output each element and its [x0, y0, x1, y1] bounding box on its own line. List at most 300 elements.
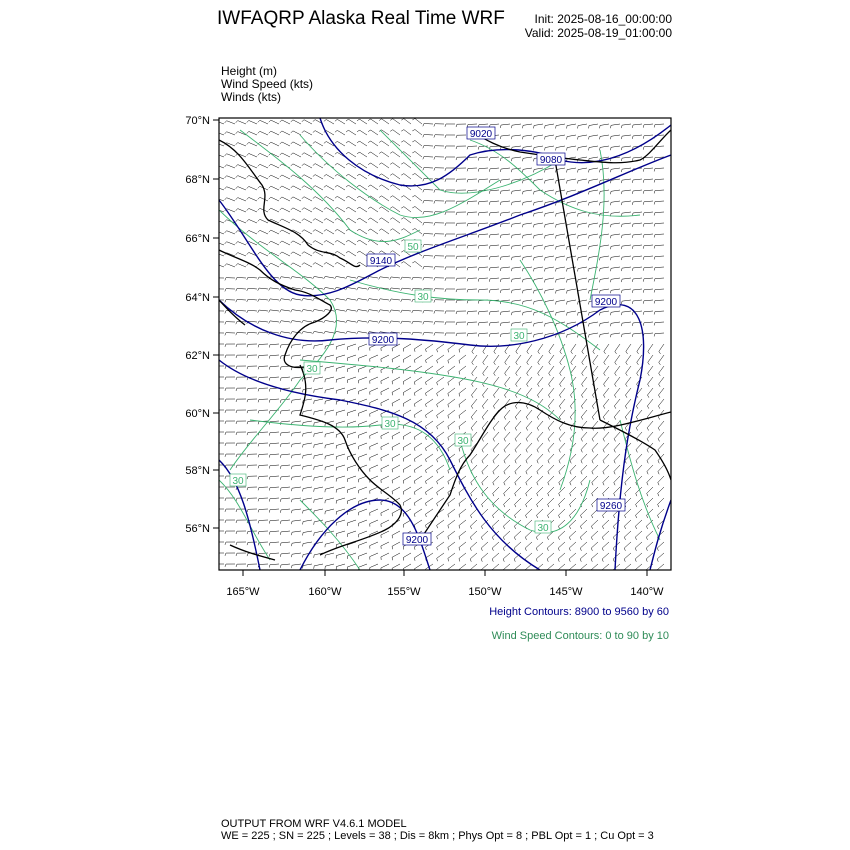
wind-barb-flag: [434, 146, 435, 149]
wind-barb: [326, 218, 334, 223]
wind-barb-flag: [547, 559, 548, 562]
wind-barb: [644, 212, 653, 213]
wind-barb-flag: [643, 202, 644, 205]
wind-barb-flag: [592, 395, 594, 398]
wind-barb-flag: [493, 493, 494, 496]
wind-barb: [415, 129, 422, 135]
wind-barb: [304, 197, 312, 201]
wind-barb: [523, 311, 532, 312]
wind-barb-flag: [412, 173, 415, 175]
wind-barb-flag: [324, 276, 326, 279]
wind-barb-flag: [434, 289, 435, 292]
wind-barb: [426, 410, 433, 415]
wind-barb-flag: [505, 351, 507, 353]
wind-barb: [359, 185, 367, 190]
wind-barb-flag: [403, 371, 404, 374]
wind-barb: [558, 520, 565, 526]
wind-barb: [657, 553, 664, 559]
wind-barb-flag: [621, 268, 622, 271]
wind-barb: [538, 355, 543, 362]
wind-barb: [622, 234, 631, 235]
wind-barb: [644, 278, 653, 279]
wind-barb: [359, 564, 367, 567]
wind-barb-flag: [247, 186, 249, 188]
wind-barb: [359, 355, 367, 358]
wind-barb: [512, 146, 521, 147]
wind-barb-flag: [357, 240, 359, 242]
wind-barb-flag: [643, 323, 644, 326]
wind-barb: [483, 366, 488, 373]
wind-barb: [589, 234, 598, 235]
wind-barb-flag: [456, 267, 457, 270]
wind-barb-flag: [280, 208, 282, 210]
wind-barb-flag: [335, 229, 337, 231]
wind-barb: [490, 190, 499, 191]
wind-barb-flag: [643, 125, 644, 128]
wind-barb: [292, 498, 301, 499]
wind-barb-flag: [483, 351, 485, 353]
wind-barb-flag: [545, 269, 546, 272]
wind-barb-flag: [280, 543, 281, 546]
wind-barb: [259, 310, 268, 311]
wind-barb-flag: [471, 461, 472, 464]
wind-barb-flag: [534, 235, 535, 238]
wind-barb-flag: [214, 487, 215, 490]
wind-barb-flag: [570, 504, 571, 507]
wind-barb: [270, 421, 279, 422]
wind-barb-flag: [302, 175, 304, 177]
wind-barb: [358, 332, 367, 333]
wind-barb: [281, 299, 290, 300]
wind-barb: [359, 130, 367, 135]
wind-barb: [635, 564, 642, 570]
wind-barb: [633, 135, 642, 136]
wind-barb-flag: [548, 472, 549, 475]
wind-barb-flag: [471, 515, 472, 518]
wind-barb-flag: [467, 289, 468, 292]
wind-barb: [392, 355, 400, 359]
wind-barb-flag: [657, 526, 658, 529]
wind-barb: [611, 135, 620, 136]
wind-barb: [325, 509, 334, 511]
wind-barb: [567, 322, 576, 324]
wind-barb: [548, 454, 554, 461]
lat-tick-label: 60°N: [185, 408, 210, 420]
wind-barb-flag: [214, 311, 215, 314]
wind-barb-flag: [214, 388, 215, 391]
wind-barb: [238, 264, 246, 267]
wind-barb: [393, 130, 400, 135]
wind-barb: [303, 344, 312, 346]
wind-barb: [514, 542, 521, 548]
wind-barb-flag: [412, 151, 415, 153]
wind-barb-flag: [637, 373, 639, 376]
wind-barb: [622, 168, 631, 169]
wind-barb: [636, 454, 642, 461]
wind-barb-flag: [445, 201, 446, 204]
wind-barb-flag: [478, 323, 479, 326]
wind-barb-flag: [214, 220, 216, 222]
wind-barb-flag: [302, 219, 304, 221]
wind-barb-flag: [280, 521, 281, 524]
wind-barb-flag: [500, 290, 501, 293]
wind-barb: [556, 289, 565, 291]
wind-barb-flag: [658, 483, 659, 486]
wind-barb: [259, 299, 268, 300]
wind-barb: [624, 564, 631, 570]
wind-barb-flag: [514, 548, 515, 551]
wind-barb: [259, 332, 268, 333]
wind-barb: [644, 289, 653, 290]
wind-barb: [558, 564, 565, 570]
wind-barb-flag: [592, 461, 593, 464]
lon-tick-label: 140°W: [630, 586, 664, 598]
lat-tick-label: 58°N: [185, 465, 210, 477]
wind-barb-flag: [599, 169, 600, 172]
wind-barb-flag: [247, 208, 249, 210]
wind-speed-contour-label: 30: [232, 476, 244, 487]
wind-barb: [437, 355, 444, 360]
wind-barb: [613, 564, 620, 570]
wind-barb-flag: [437, 448, 438, 451]
wind-barb-flag: [448, 415, 449, 418]
wind-barb-flag: [489, 235, 490, 238]
wind-barb: [659, 366, 664, 373]
wind-barb-flag: [511, 202, 512, 205]
wind-barb-flag: [482, 461, 483, 464]
wind-barb-flag: [247, 399, 248, 402]
wind-barb-flag: [269, 455, 270, 458]
wind-barb: [271, 142, 279, 146]
wind-barb-flag: [654, 125, 655, 128]
wind-barb: [314, 410, 323, 412]
wind-barb-flag: [500, 246, 501, 249]
wind-barb: [622, 267, 631, 268]
wind-barb-flag: [291, 164, 293, 166]
wind-barb-flag: [635, 548, 636, 551]
wind-barb-flag: [236, 355, 237, 358]
wind-barb: [636, 432, 642, 439]
wind-barb-flag: [654, 268, 655, 271]
wind-barb: [337, 141, 345, 146]
wind-barb: [448, 553, 455, 558]
wind-barb: [216, 154, 224, 157]
wind-barb: [459, 564, 466, 570]
wind-barb-flag: [236, 299, 237, 302]
wind-barb: [556, 267, 565, 269]
wind-barb-flag: [335, 130, 337, 132]
wind-barb: [292, 377, 301, 378]
wind-barb: [382, 207, 389, 212]
wind-barb-flag: [636, 417, 637, 420]
wind-barb: [567, 300, 576, 302]
wind-barb-flag: [258, 520, 259, 523]
wind-barb-flag: [636, 450, 637, 453]
height-contour-label: 9020: [469, 129, 493, 140]
wind-barb-flag: [515, 428, 516, 431]
wind-barb: [481, 553, 488, 559]
wind-barb-flag: [556, 258, 557, 261]
wind-barb: [647, 454, 653, 461]
wind-barb: [315, 263, 323, 267]
wind-barb: [655, 179, 664, 180]
wind-barb: [501, 135, 510, 136]
wind-barb-flag: [467, 311, 468, 314]
wind-barb: [216, 132, 224, 135]
wind-barb-flag: [324, 309, 326, 312]
wind-barb-flag: [423, 168, 424, 171]
wind-barb: [414, 377, 422, 382]
wind-barb: [326, 240, 334, 245]
wind-barb: [526, 498, 532, 504]
wind-barb: [611, 322, 620, 323]
wind-barb-flag: [559, 493, 560, 496]
wind-barb: [281, 277, 290, 278]
wind-barb-flag: [526, 406, 528, 409]
wind-barb-flag: [214, 344, 215, 347]
wind-barb-flag: [258, 388, 259, 391]
wind-barb-flag: [346, 309, 348, 312]
wind-barb: [325, 553, 334, 555]
wind-barb: [404, 196, 411, 201]
wind-barb: [637, 344, 642, 351]
wind-barb-flag: [291, 521, 292, 524]
wind-barb: [281, 332, 290, 333]
wind-barb: [381, 432, 389, 436]
wind-barb: [636, 443, 642, 450]
wind-barb: [611, 289, 620, 290]
wind-barb-flag: [280, 378, 281, 381]
wind-barb-flag: [621, 334, 622, 337]
wind-barb-flag: [504, 515, 505, 518]
wind-barb: [493, 388, 499, 395]
wind-barb: [547, 553, 554, 559]
wind-barb: [260, 219, 268, 223]
wind-barb-flag: [456, 168, 457, 171]
wind-barb-flag: [280, 367, 281, 370]
wind-barb: [589, 289, 598, 290]
wind-barb: [391, 321, 400, 322]
wind-barb: [227, 176, 235, 179]
wind-barb: [314, 454, 323, 456]
wind-barb: [591, 542, 598, 548]
wind-barb-flag: [280, 345, 281, 348]
wind-barb-flag: [580, 559, 581, 562]
wind-barb: [282, 120, 290, 124]
wind-barb: [592, 443, 598, 450]
wind-barb-flag: [505, 384, 507, 387]
wind-barb-flag: [615, 362, 617, 365]
wind-barb-flag: [368, 310, 369, 313]
wind-barb-flag: [654, 312, 655, 315]
wind-barb-flag: [511, 158, 512, 161]
wind-barb: [336, 465, 345, 468]
wind-barb-flag: [437, 404, 438, 407]
wind-barb: [403, 344, 411, 349]
wind-barb: [282, 241, 290, 245]
wind-barb-flag: [503, 526, 504, 529]
wind-barb: [293, 164, 301, 168]
wind-barb: [281, 553, 290, 554]
wind-barb: [516, 355, 521, 362]
wind-barb: [404, 163, 411, 168]
wind-barb: [471, 421, 477, 428]
wind-barb: [359, 344, 367, 347]
wind-barb: [655, 201, 664, 202]
wind-barb: [403, 553, 411, 558]
wind-barb: [381, 454, 389, 458]
wind-barb-flag: [494, 362, 496, 365]
wind-barb: [448, 421, 455, 426]
wind-barb: [523, 168, 532, 169]
wind-barb: [437, 388, 444, 393]
wind-barb: [426, 509, 433, 514]
wind-barb: [603, 410, 609, 417]
wind-barb: [483, 355, 488, 362]
wind-barb: [615, 377, 620, 384]
wind-barb-flag: [225, 264, 227, 266]
wind-barb: [249, 208, 257, 212]
wind-barb-flag: [654, 301, 655, 304]
wind-barb: [611, 234, 620, 235]
wind-barb-flag: [390, 207, 393, 209]
wind-barb-flag: [624, 559, 625, 562]
wind-barb-flag: [269, 120, 271, 122]
wind-barb-flag: [357, 332, 359, 335]
wind-barb-flag: [236, 421, 237, 424]
wind-barb-flag: [536, 537, 537, 540]
wind-barb-flag: [423, 135, 424, 138]
legend-height: Height (m): [221, 64, 278, 78]
wind-barb-flag: [357, 163, 359, 165]
wind-barb: [603, 399, 609, 406]
wind-barb: [515, 432, 521, 439]
wind-barb-flag: [632, 246, 633, 249]
wind-barb-flag: [401, 130, 404, 132]
wind-barb-flag: [621, 147, 622, 150]
wind-barb-flag: [346, 229, 348, 231]
wind-barb: [304, 120, 312, 124]
wind-barb: [415, 217, 422, 223]
wind-barb-flag: [390, 229, 393, 231]
wind-barb-flag: [511, 235, 512, 238]
wind-barb: [611, 212, 620, 213]
wind-barb: [325, 476, 334, 478]
wind-barb-flag: [478, 213, 479, 216]
wind-barb: [448, 344, 455, 349]
wind-barb-flag: [434, 168, 435, 171]
wind-barb-flag: [313, 175, 315, 177]
wind-barb: [479, 322, 488, 323]
wind-barb-flag: [522, 312, 523, 315]
wind-barb-flag: [537, 483, 538, 486]
wind-barb-flag: [258, 509, 259, 512]
wind-barb-flag: [445, 256, 446, 259]
wind-barb: [337, 207, 345, 212]
wind-barb-flag: [280, 230, 282, 232]
wind-barb: [471, 432, 477, 439]
wind-barb-flag: [545, 137, 546, 140]
wind-barb-flag: [511, 246, 512, 249]
wind-barb: [359, 443, 367, 446]
wind-barb-flag: [269, 510, 270, 513]
wind-barb: [370, 465, 378, 469]
wind-barb-flag: [313, 120, 315, 122]
wind-barb-flag: [643, 301, 644, 304]
wind-barb-flag: [258, 197, 260, 199]
wind-barb-flag: [636, 461, 637, 464]
wind-barb-flag: [578, 148, 579, 151]
wind-barb-flag: [445, 124, 446, 127]
wind-barb-flag: [522, 169, 523, 172]
wind-barb: [592, 465, 598, 472]
wind-barb: [558, 531, 565, 537]
wind-barb: [448, 355, 455, 360]
wind-barb: [611, 311, 620, 312]
wind-barb-flag: [534, 136, 535, 139]
wind-barb-flag: [459, 361, 460, 364]
wind-barb-flag: [537, 493, 538, 496]
wind-barb-flag: [613, 559, 614, 562]
wind-barb-flag: [324, 262, 326, 264]
wind-barb-flag: [401, 310, 402, 313]
wind-barb-flag: [500, 334, 501, 337]
wind-barb-flag: [603, 472, 604, 475]
wind-barb-flag: [483, 373, 485, 376]
wind-barb-flag: [390, 163, 393, 165]
wind-barb-flag: [559, 472, 560, 475]
wind-barb: [600, 256, 609, 257]
wind-barb-flag: [258, 410, 259, 413]
wind-barb: [403, 487, 411, 492]
wind-barb-flag: [592, 439, 593, 442]
wind-barb: [271, 131, 279, 135]
wind-barb: [392, 553, 400, 557]
wind-barb: [570, 443, 576, 450]
wind-barb-flag: [258, 186, 260, 188]
wind-barb-flag: [654, 279, 655, 282]
wind-barb: [493, 443, 499, 450]
wind-barb-flag: [258, 355, 259, 358]
wind-barb-flag: [214, 553, 215, 556]
wind-barb: [314, 377, 323, 379]
wind-barb: [580, 520, 587, 526]
wind-barb-flag: [302, 153, 304, 155]
wind-barb-flag: [589, 257, 590, 260]
wind-barb-flag: [379, 207, 381, 209]
wind-barb: [589, 201, 598, 202]
wind-barb: [370, 520, 378, 524]
height-contour-label: 9200: [594, 297, 618, 308]
wind-barb: [556, 278, 565, 280]
wind-barb: [622, 124, 631, 125]
wind-barb: [314, 399, 323, 401]
wind-barb: [514, 564, 521, 570]
wind-barb: [658, 388, 664, 395]
wind-barb-flag: [225, 333, 226, 336]
wind-barb: [358, 321, 367, 322]
wind-barb-flag: [559, 439, 560, 442]
wind-barb: [326, 185, 334, 190]
wind-barb-flag: [269, 356, 270, 359]
wind-barb: [655, 190, 664, 191]
wind-barb: [259, 277, 268, 278]
wind-barb-flag: [280, 356, 281, 359]
wind-barb: [549, 366, 554, 373]
wind-barb-flag: [269, 521, 270, 524]
wind-barb-flag: [570, 483, 571, 486]
wind-barb: [589, 256, 598, 257]
